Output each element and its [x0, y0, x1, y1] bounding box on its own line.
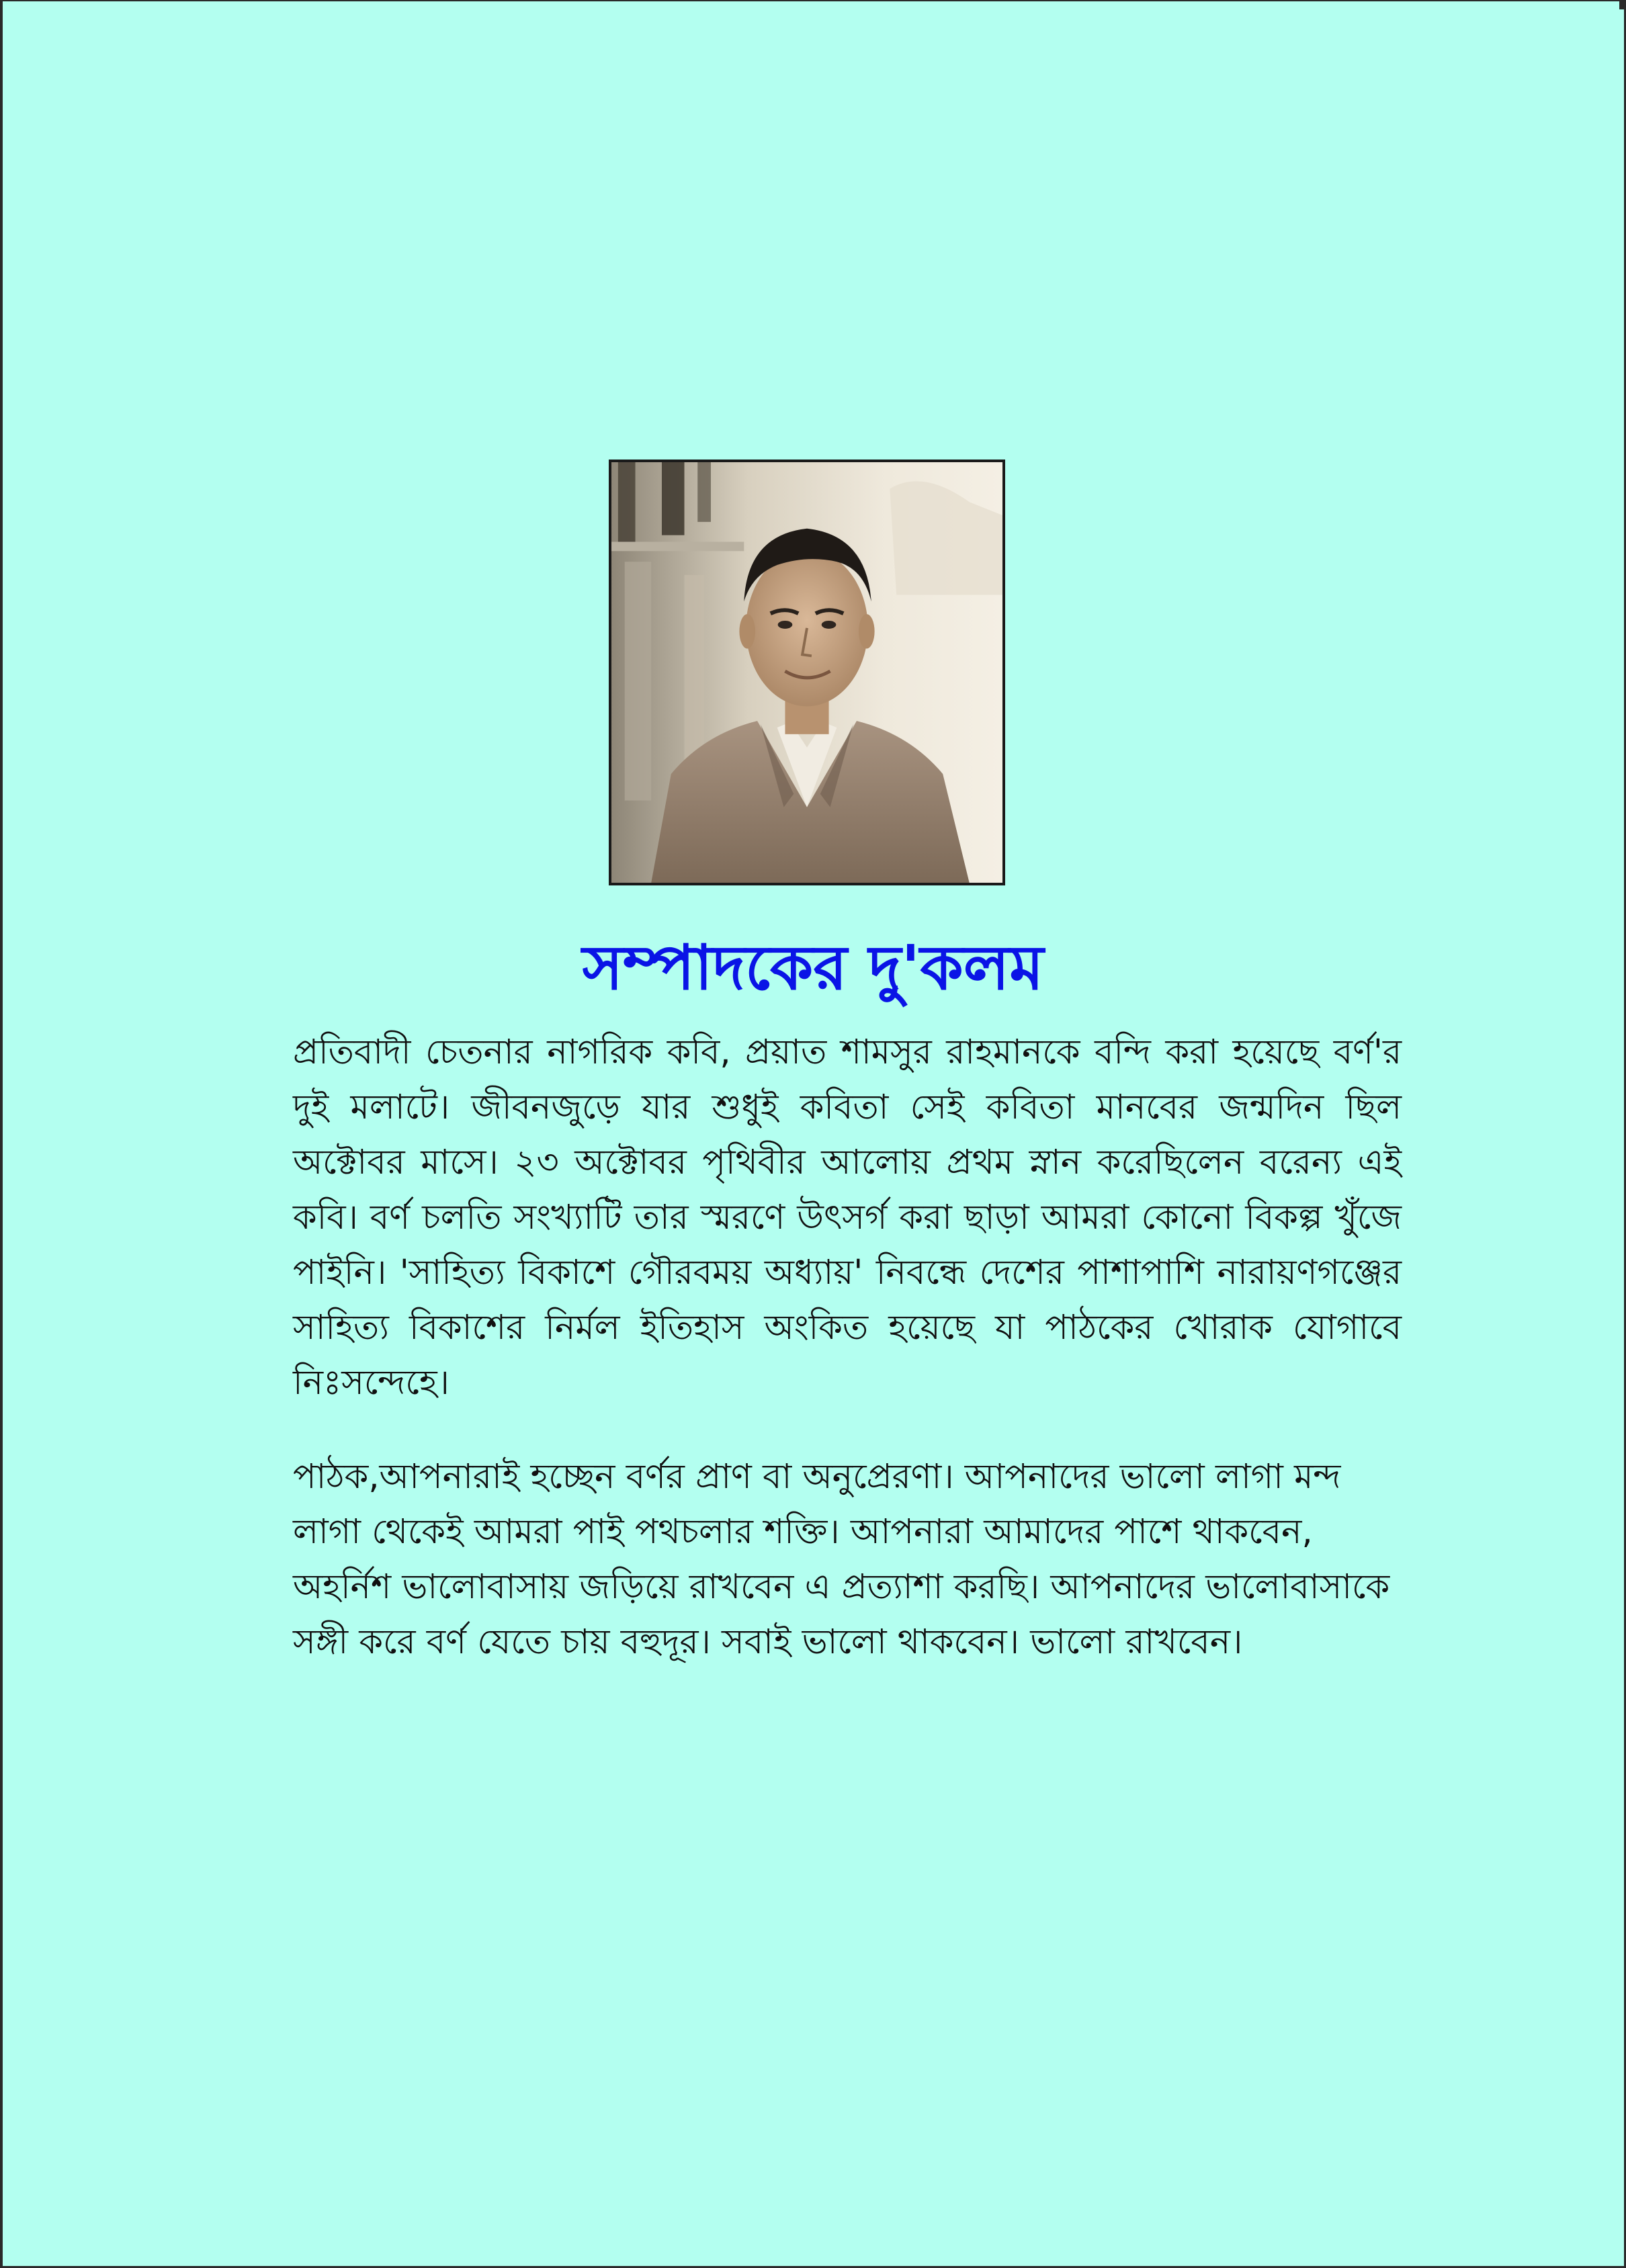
editor-portrait-image — [611, 462, 1002, 883]
editorial-heading: সম্পাদকের দু'কলম — [582, 932, 1044, 1004]
editor-photo — [609, 460, 1005, 885]
page-corner-mark — [1619, 0, 1626, 9]
editorial-paragraph-2: পাঠক,আপনারাই হচ্ছেন বর্ণর প্রাণ বা অনুপ্রেরণা। আপনাদের ভালো লাগা মন্দ লাগা থেকেই আমরা পাই পথচলার শক্তি। আপনারা আমাদের পাশে থাকবেন, অহর্নিশ ভালোবাসায় জড়িয়ে রাখবেন এ প্রত্যাশা করছি। আপনাদের ভালোবাসাকে সঙ্গী করে বর্ণ যেতে চায় বহুদূর। সবাই ভালো থাকবেন। ভালো রাখবেন। — [293, 1457, 1390, 1662]
editorial-paragraph-1: প্রতিবাদী চেতনার নাগরিক কবি, প্রয়াত শামসুর রাহমানকে বন্দি করা হয়েছে বর্ণ'র দুই মলাটে। জীবনজুড়ে যার শুধুই কবিতা সেই কবিতা মানবের জন্মদিন ছিল অক্টোবর মাসে। ২৩ অক্টোবর পৃথিবীর আলোয় প্রথম স্নান করেছিলেন বরেন্য এই কবি। বর্ণ চলতি সংখ্যাটি তার স্মরণে উৎসর্গ করা ছাড়া আমরা কোনো বিকল্প খুঁজে পাইনি। 'সাহিত্য বিকাশে গৌরবময় অধ্যায়' নিবন্ধে দেশের পাশাপাশি নারায়ণগঞ্জের সাহিত্য বিকাশের নির্মল ইতিহাস অংকিত হয়েছে যা পাঠকের খোরাক যোগাবে নিঃসন্দেহে। — [293, 1033, 1402, 1403]
